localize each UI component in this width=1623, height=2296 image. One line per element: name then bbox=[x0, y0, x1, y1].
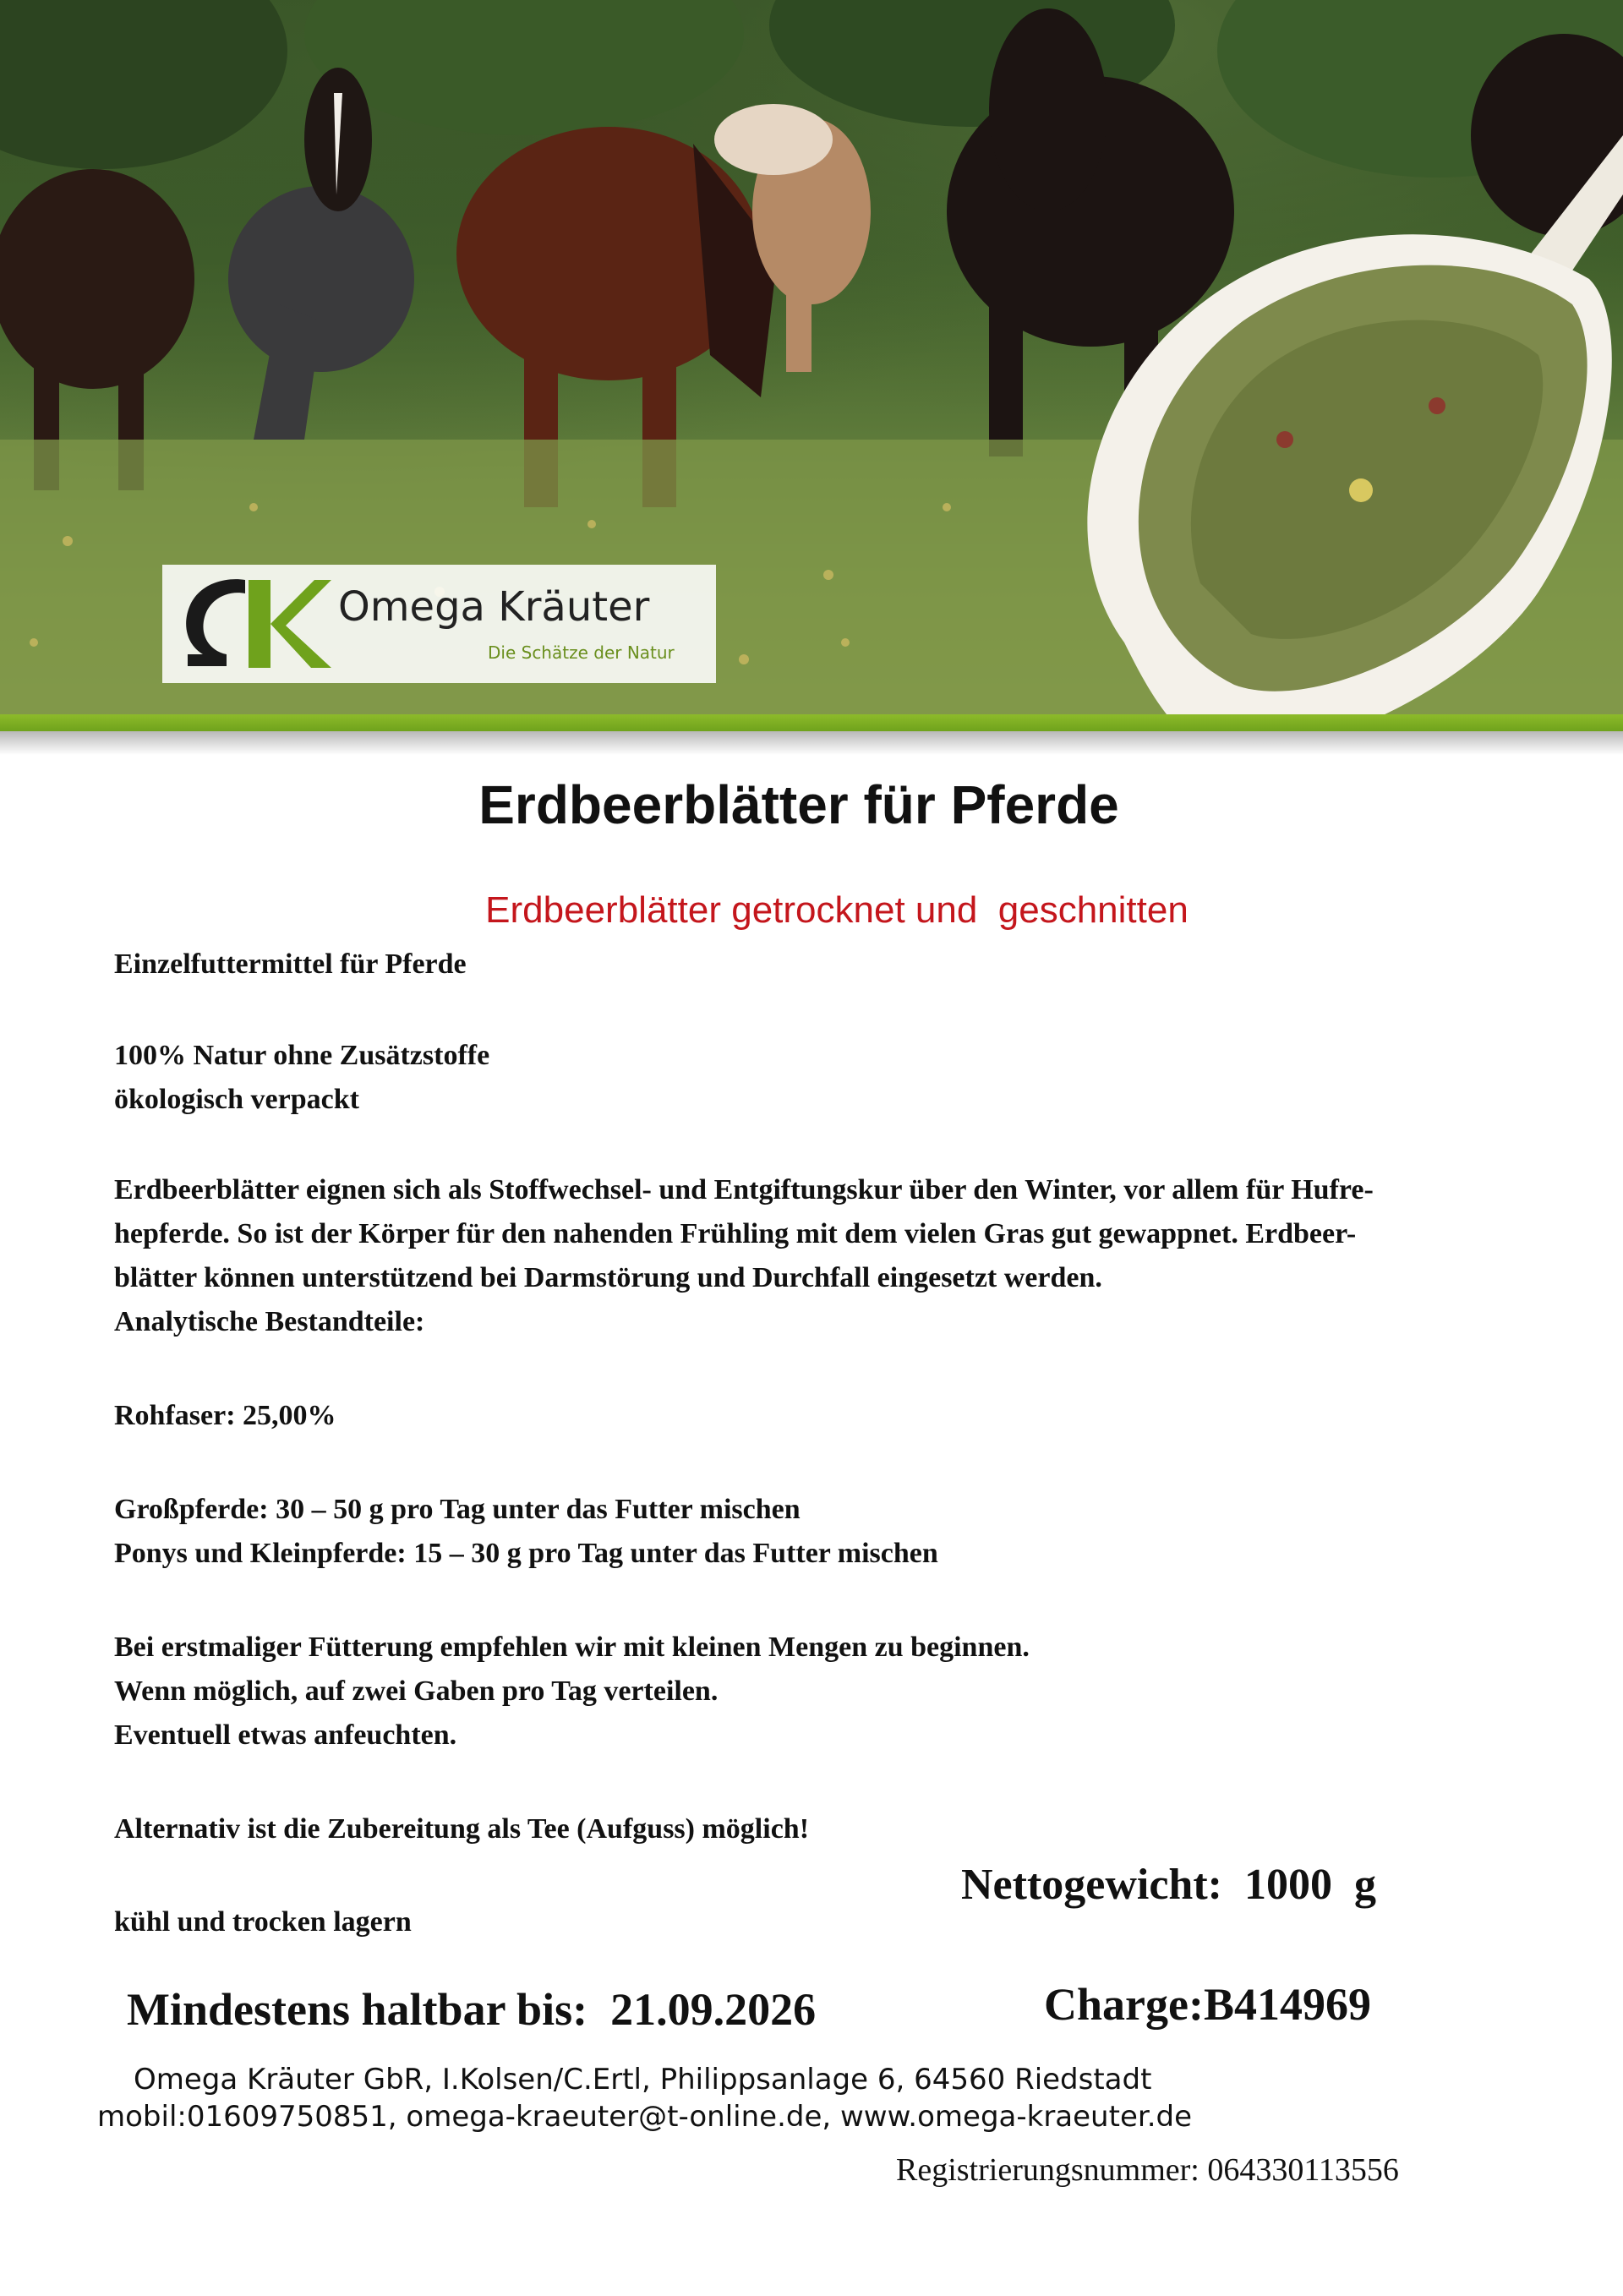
batch-number: Charge:B414969 bbox=[1044, 1979, 1371, 2030]
header-green-bar bbox=[0, 714, 1623, 731]
product-subtitle: Erdbeerblätter getrocknet und geschnitten bbox=[485, 889, 1189, 931]
tea-preparation: Alternativ ist die Zubereitung als Tee (Aufguss) möglich! bbox=[114, 1813, 810, 1845]
crude-fibre: Rohfaser: 25,00% bbox=[114, 1400, 336, 1431]
description-line-3: blätter können unterstützend bei Darmstörung und Durchfall eingesetzt werden. bbox=[114, 1262, 1102, 1293]
description-line-2: hepferde. So ist der Körper für den nahenden Frühling mit dem vielen Gras gut gewappnet. Erdbeer- bbox=[114, 1218, 1357, 1249]
nature-claim: 100% Natur ohne Zusätzstoffe bbox=[114, 1040, 490, 1071]
header-shadow bbox=[0, 731, 1623, 755]
storage-instruction: kühl und trocken lagern bbox=[114, 1906, 412, 1938]
logo-tagline: Die Schätze der Natur bbox=[488, 642, 675, 663]
feed-type: Einzelfuttermittel für Pferde bbox=[114, 948, 467, 980]
net-weight: Nettogewicht: 1000 g bbox=[961, 1861, 1376, 1909]
dosage-large-horses: Großpferde: 30 – 50 g pro Tag unter das Futter mischen bbox=[114, 1494, 801, 1525]
analytics-heading: Analytische Bestandteile: bbox=[114, 1306, 425, 1337]
company-logo bbox=[162, 565, 716, 683]
best-before-date: Mindestens haltbar bis: 21.09.2026 bbox=[127, 1984, 817, 2035]
feeding-advice-2: Wenn möglich, auf zwei Gaben pro Tag verteilen. bbox=[114, 1676, 719, 1707]
omega-k-logo-icon bbox=[179, 573, 331, 675]
description-line-1: Erdbeerblätter eignen sich als Stoffwechsel- und Entgiftungskur über den Winter, vor allem für Hufre- bbox=[114, 1174, 1374, 1205]
company-contact: mobil:01609750851, omega-kraeuter@t-online.de, www.omega-kraeuter.de bbox=[97, 2100, 1193, 2134]
feeding-advice-1: Bei erstmaliger Fütterung empfehlen wir mit kleinen Mengen zu beginnen. bbox=[114, 1632, 1030, 1663]
header-photo bbox=[0, 0, 1623, 727]
product-title: Erdbeerblätter für Pferde bbox=[478, 774, 1119, 835]
company-address: Omega Kräuter GbR, I.Kolsen/C.Ertl, Philippsanlage 6, 64560 Riedstadt bbox=[134, 2063, 1152, 2096]
packaging-claim: ökologisch verpackt bbox=[114, 1084, 359, 1115]
dosage-ponies: Ponys und Kleinpferde: 15 – 30 g pro Tag unter das Futter mischen bbox=[114, 1538, 938, 1569]
feeding-advice-3: Eventuell etwas anfeuchten. bbox=[114, 1719, 457, 1751]
logo-brand-name: Omega Kräuter bbox=[338, 583, 650, 631]
registration-number: Registrierungsnummer: 064330113556 bbox=[896, 2152, 1399, 2188]
